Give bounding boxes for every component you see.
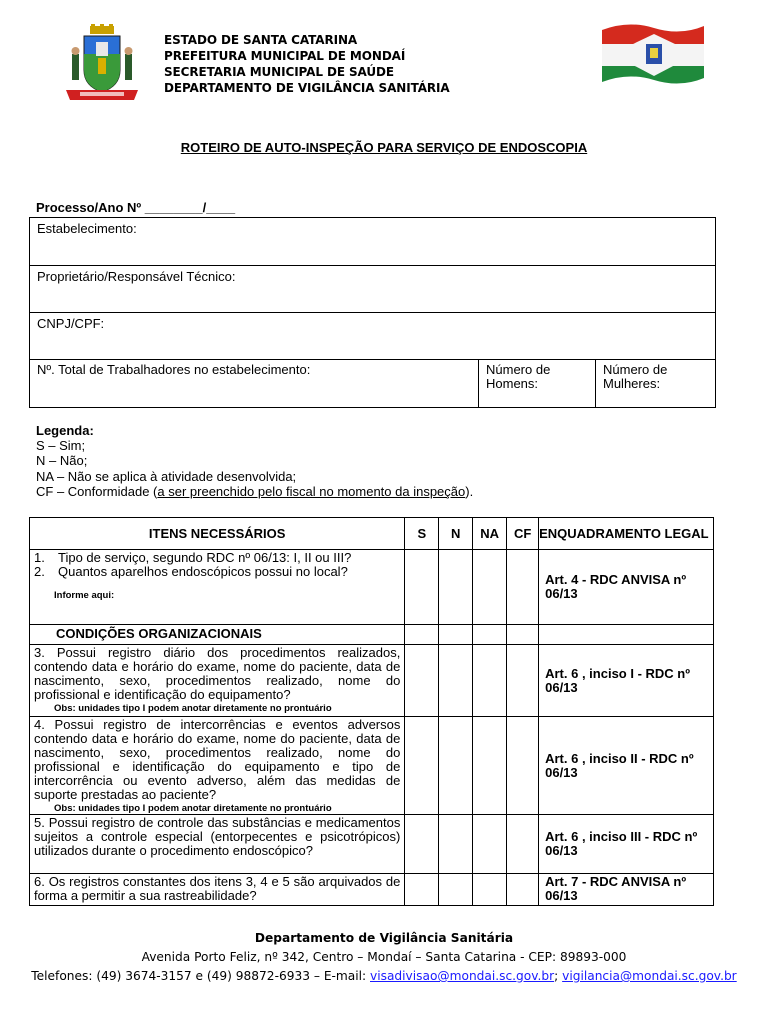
answer-s-cell[interactable] [405,874,439,906]
estabelecimento-field [30,218,715,265]
item-6-text: 6. Os registros constantes dos itens 3, 4 e 5 são arquivados de forma a permitir a sua rastreabilidade? [34,874,401,903]
header-line-state: ESTADO DE SANTA CATARINA [164,33,358,47]
answer-cf-cell[interactable] [507,645,539,717]
header-na: NA [473,518,507,550]
item-2-text: Quantos aparelhos endoscópicos possui no local? [58,564,348,579]
legend [36,423,473,499]
document-title: ROTEIRO DE AUTO-INSPEÇÃO PARA SERVIÇO DE ENDOSCOPIA [180,140,588,155]
legal-cell: Art. 6 , inciso II - RDC nº 06/13 [539,717,714,815]
answer-na-cell[interactable] [473,550,507,625]
item-4-text: 4. Possui registro de intercorrências e eventos adversos contendo data e horário do exame, nome do paciente, data de nascimento, sexo, procedimentos realizado, nome do profissional e identificação do equipamento e tipo de intercorrência ou evento adverso, além das medidas de suporte prestadas ao paciente? [34,717,401,802]
item-cell-6 [30,874,405,906]
answer-na-cell[interactable] [473,645,507,717]
table-row [30,874,714,906]
table-row [30,717,714,815]
answer-n-cell[interactable] [439,815,473,874]
answer-cf-cell[interactable] [507,815,539,874]
legend-cf: CF – Conformidade (a ser preenchido pelo fiscal no momento da inspeção). [36,483,474,499]
email-link-visadivisao[interactable]: visadivisao@mondai.sc.gov.br [370,969,555,983]
section-row [30,625,714,645]
item-4-obs: Obs: unidades tipo I podem anotar diretamente no prontuário [54,803,332,814]
answer-na-cell[interactable] [473,815,507,874]
legend-title: Legenda: [36,423,94,438]
answer-n-cell[interactable] [439,717,473,815]
legal-cell: Art. 6 , inciso III - RDC nº 06/13 [539,815,714,874]
mulheres-label: Número de Mulheres: [603,362,668,391]
section-title-cell: CONDIÇÕES ORGANIZACIONAIS [30,625,405,645]
item-cell-4 [30,717,405,815]
answer-s-cell[interactable] [405,645,439,717]
table-row [30,815,714,874]
proprietario-label: Proprietário/Responsável Técnico: [37,269,236,284]
cnpj-field [30,312,715,359]
answer-s-cell[interactable] [405,717,439,815]
identification-box [29,217,716,408]
trabalhadores-label: Nº. Total de Trabalhadores no estabelecimento: [37,362,311,377]
header-s: S [405,518,439,550]
item-5-text: 5. Possui registro de controle das substâncias e medicamentos sujeitos a controle especial (entorpecentes e psicotrópicos) utilizados durante o procedimento endoscópico? [34,815,401,858]
answer-cf-cell[interactable] [507,874,539,906]
header-itens: ITENS NECESSÁRIOS [30,518,405,550]
header-block [164,32,450,96]
cnpj-label: CNPJ/CPF: [37,316,105,331]
answer-na-cell[interactable] [473,874,507,906]
item-cell-3 [30,645,405,717]
table-header-row [30,518,714,550]
header-line-prefeitura: PREFEITURA MUNICIPAL DE MONDAÍ [164,49,406,63]
item-1-text: Tipo de serviço, segundo RDC nº 06/13: I, II ou III? [58,550,352,565]
processo-field: Processo/Ano Nº ________/____ [36,200,236,215]
estabelecimento-label: Estabelecimento: [37,221,137,236]
item-3-obs: Obs: unidades tipo I podem anotar diretamente no prontuário [54,703,332,714]
trabalhadores-field [30,360,478,407]
answer-n-cell[interactable] [439,645,473,717]
legal-cell: Art. 6 , inciso I - RDC nº 06/13 [539,645,714,717]
checklist-table [29,517,714,906]
answer-s-cell[interactable] [405,815,439,874]
footer-contacts: Telefones: (49) 3674-3157 e (49) 98872-6933 – E-mail: visadivisao@mondai.sc.gov.br; vigilancia@mondai.sc.gov.br [31,969,737,983]
table-row [30,550,714,625]
homens-field [478,360,595,407]
table-row [30,645,714,717]
answer-n-cell[interactable] [439,550,473,625]
homens-label: Número de Homens: [486,362,551,391]
answer-na-cell[interactable] [473,717,507,815]
municipal-crest-icon [60,24,144,108]
informe-label: Informe aqui: [54,590,115,601]
footer-title: Departamento de Vigilância Sanitária [254,931,514,945]
mulheres-field [595,360,715,407]
legal-cell: Art. 7 - RDC ANVISA nº 06/13 [539,874,714,906]
answer-cf-cell[interactable] [507,717,539,815]
answer-cf-cell[interactable] [507,550,539,625]
header-cf: CF [507,518,539,550]
proprietario-field [30,265,715,312]
item-3-text: 3. Possui registro diário dos procedimentos realizados, contendo data e horário do exame, nome do paciente, data de nascimento, sexo, procedimentos realizado, nome do profissional e identificação do equipamento? [34,645,401,702]
footer-address: Avenida Porto Feliz, nº 342, Centro – Mondaí – Santa Catarina - CEP: 89893-000 [141,950,627,964]
answer-s-cell[interactable] [405,550,439,625]
header-line-secretaria: SECRETARIA MUNICIPAL DE SAÚDE [164,65,394,79]
legend-s: S – Sim; [36,438,86,454]
legend-na: NA – Não se aplica à atividade desenvolvida; [36,468,297,484]
santa-catarina-flag-icon [598,20,708,90]
header-line-departamento: DEPARTAMENTO DE VIGILÂNCIA SANITÁRIA [164,81,450,95]
legal-cell: Art. 4 - RDC ANVISA nº 06/13 [539,550,714,625]
answer-n-cell[interactable] [439,874,473,906]
footer [0,929,768,986]
item-cell-5 [30,815,405,874]
header-legal: ENQUADRAMENTO LEGAL [539,518,714,550]
legend-n: N – Não; [36,453,88,469]
trabalhadores-row [30,359,715,407]
item-cell-1-2: 1. Tipo de serviço, segundo RDC nº 06/13: I, II ou III? 2. Quantos aparelhos endoscópicos possui no local? Informe aqui: [30,550,405,625]
header-n: N [439,518,473,550]
email-link-vigilancia[interactable]: vigilancia@mondai.sc.gov.br [562,969,737,983]
